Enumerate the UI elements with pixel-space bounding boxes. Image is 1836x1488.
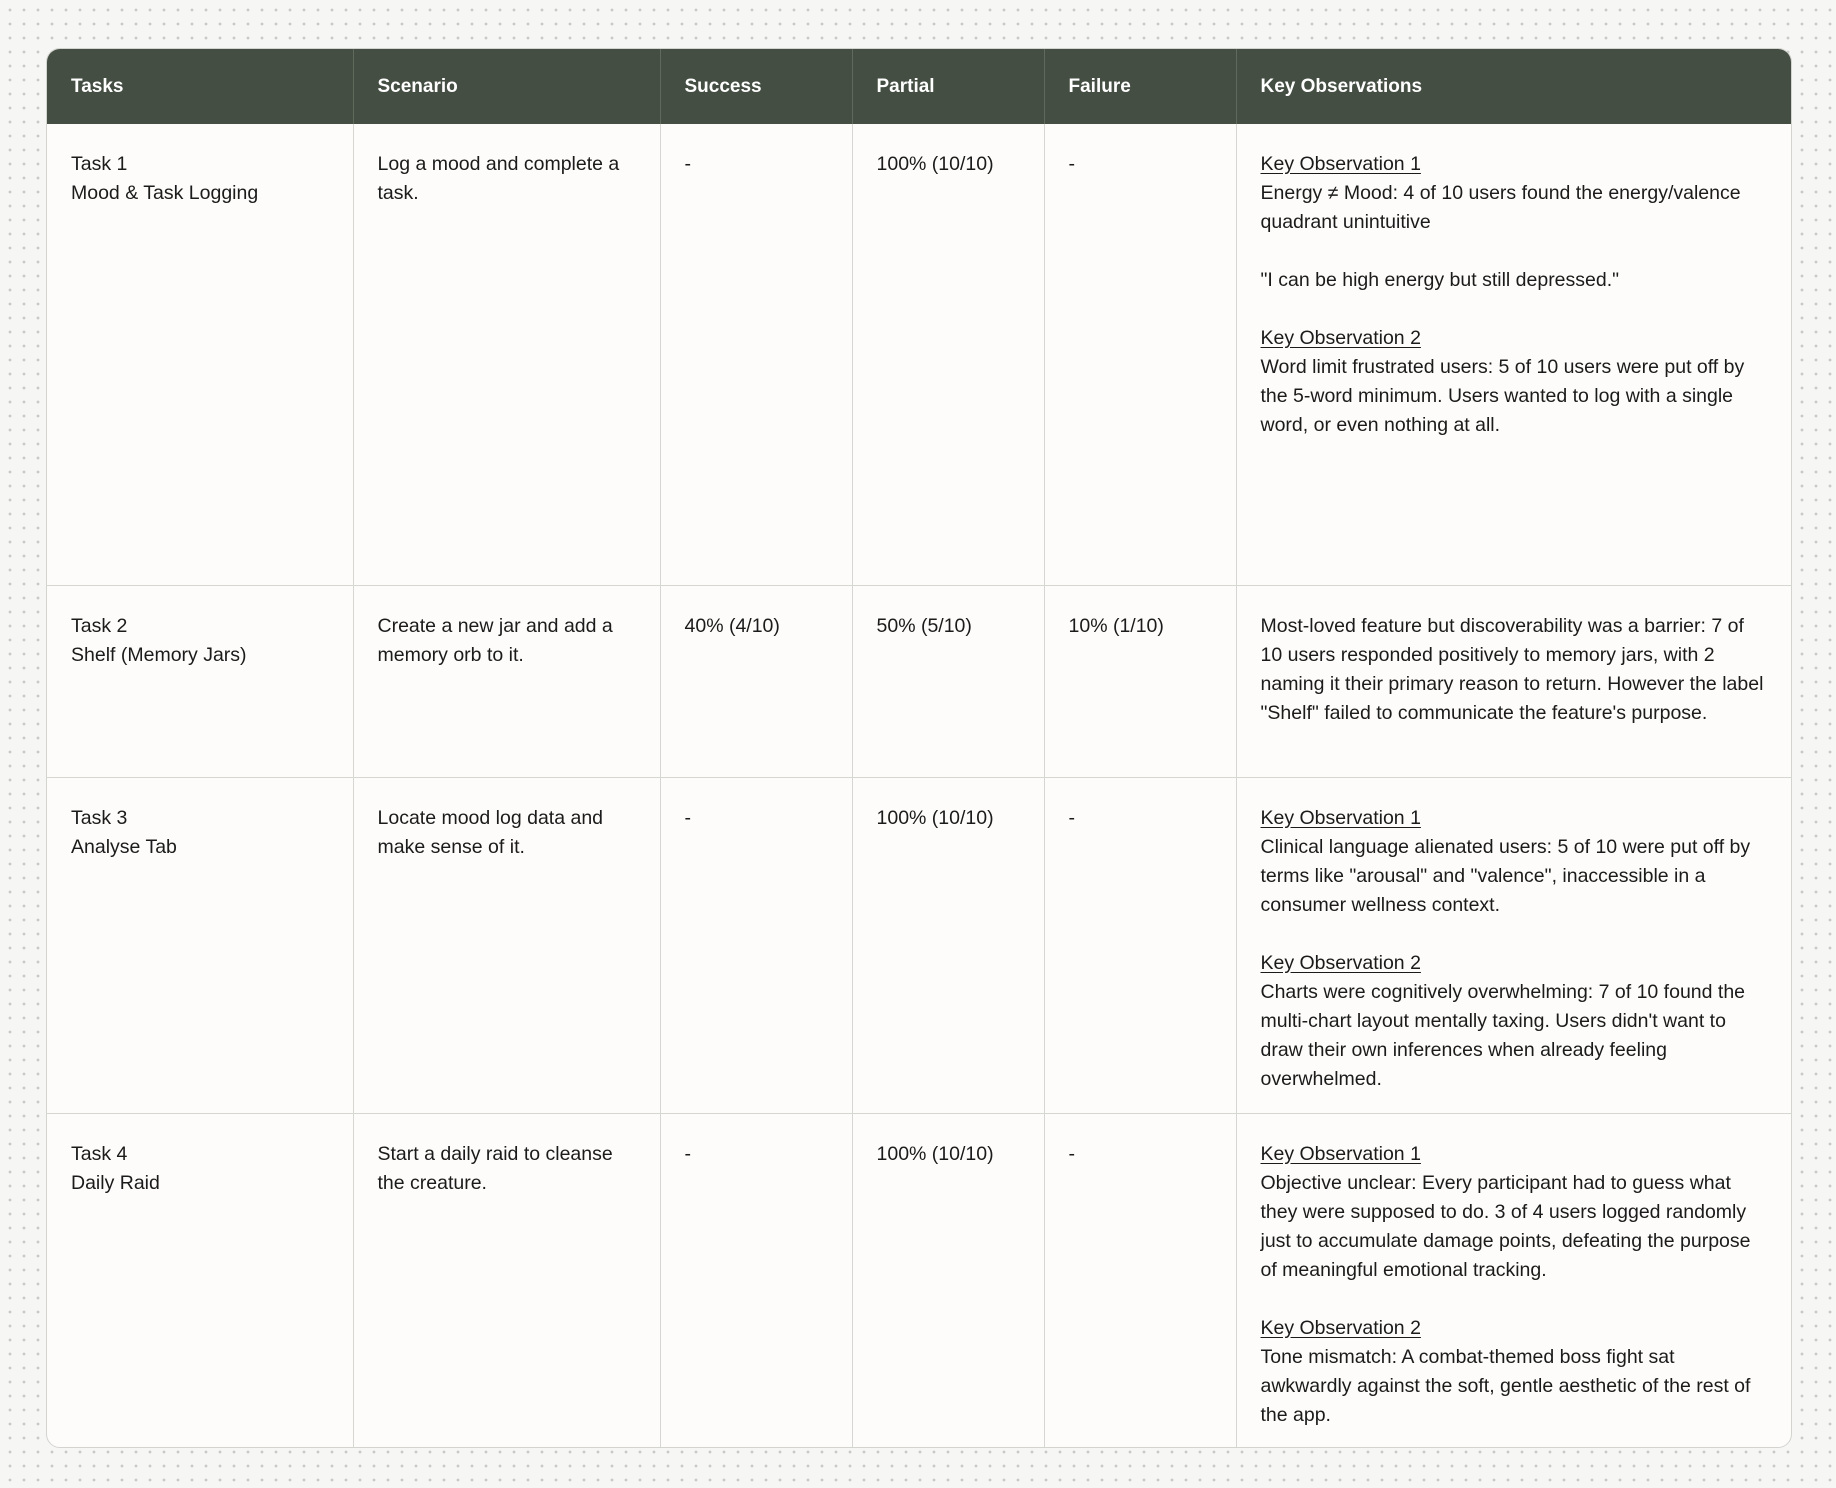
failure-cell: - [1044, 124, 1236, 585]
partial-cell: 100% (10/10) [852, 777, 1044, 1113]
observations-cell [1236, 124, 1791, 585]
success-cell: - [660, 124, 852, 585]
observations-cell [1236, 585, 1791, 777]
observation-text: Most-loved feature but discoverability was a barrier: 7 of 10 users responded positively to memory jars, with 2 naming it their primary reason to return. However the label "Shelf" failed to communicate the feature's purpose. [1260, 614, 1764, 724]
table-row [47, 585, 1791, 777]
task-number: Task 2 [71, 614, 128, 637]
task-cell [47, 585, 353, 777]
success-cell: - [660, 777, 852, 1113]
table-row [47, 1113, 1791, 1447]
task-name: Daily Raid [71, 1171, 160, 1194]
table-row [47, 124, 1791, 585]
observation-title: Key Observation 1 [1260, 1142, 1421, 1165]
task-name: Shelf (Memory Jars) [71, 643, 247, 666]
success-cell: - [660, 1113, 852, 1447]
header-tasks: Tasks [47, 49, 353, 124]
task-name: Analyse Tab [71, 835, 177, 858]
table-body [47, 124, 1791, 1447]
header-success: Success [660, 49, 852, 124]
table-row [47, 777, 1791, 1113]
table-header [47, 49, 1791, 124]
observation-title: Key Observation 1 [1260, 153, 1421, 175]
observations-cell [1236, 777, 1791, 1113]
scenario-cell: Create a new jar and add a memory orb to it. [353, 585, 660, 777]
observation-text: Energy ≠ Mood: 4 of 10 users found the energy/valence quadrant unintuitive [1260, 182, 1741, 233]
task-cell [47, 124, 353, 585]
observation-text: Clinical language alienated users: 5 of 10 were put off by terms like "arousal" and "valence", inaccessible in a consumer wellness context. [1260, 835, 1751, 916]
partial-cell: 100% (10/10) [852, 124, 1044, 585]
failure-cell: - [1044, 1113, 1236, 1447]
success-cell: 40% (4/10) [660, 585, 852, 777]
task-cell [47, 1113, 353, 1447]
observation-title: Key Observation 1 [1260, 806, 1421, 829]
observation-title: Key Observation 2 [1260, 1316, 1421, 1339]
observation-text: Word limit frustrated users: 5 of 10 users were put off by the 5-word minimum. Users wanted to log with a single word, or even nothing at all. [1260, 356, 1745, 436]
partial-cell: 100% (10/10) [852, 1113, 1044, 1447]
task-cell [47, 777, 353, 1113]
observation-text: Objective unclear: Every participant had to guess what they were supposed to do. 3 of 4 users logged randomly just to accumulate damage points, defeating the purpose of meaningful emotional tracking. [1260, 1171, 1751, 1281]
failure-cell: - [1044, 777, 1236, 1113]
observation-title: Key Observation 2 [1260, 327, 1421, 349]
header-partial: Partial [852, 49, 1044, 124]
task-number: Task 4 [71, 1142, 128, 1165]
partial-cell: 50% (5/10) [852, 585, 1044, 777]
header-failure: Failure [1044, 49, 1236, 124]
results-table [47, 49, 1791, 1447]
scenario-cell: Log a mood and complete a task. [353, 124, 660, 585]
observations-cell [1236, 1113, 1791, 1447]
observation-quote: "I can be high energy but still depressed." [1260, 269, 1620, 291]
failure-cell: 10% (1/10) [1044, 585, 1236, 777]
observation-text: Charts were cognitively overwhelming: 7 of 10 found the multi-chart layout mentally taxing. Users didn't want to draw their own inferences when already feeling overwhelmed. [1260, 980, 1746, 1090]
task-name: Mood & Task Logging [71, 182, 259, 204]
scenario-cell: Locate mood log data and make sense of it. [353, 777, 660, 1113]
observation-text: Tone mismatch: A combat-themed boss fight sat awkwardly against the soft, gentle aesthetic of the rest of the app. [1260, 1345, 1751, 1426]
observation-title: Key Observation 2 [1260, 951, 1421, 974]
task-number: Task 3 [71, 806, 128, 829]
header-row [47, 49, 1791, 124]
usability-results-table [46, 48, 1792, 1448]
header-key-observations: Key Observations [1260, 75, 1423, 97]
scenario-cell: Start a daily raid to cleanse the creature. [353, 1113, 660, 1447]
task-number: Task 1 [71, 153, 128, 175]
header-scenario: Scenario [353, 49, 660, 124]
